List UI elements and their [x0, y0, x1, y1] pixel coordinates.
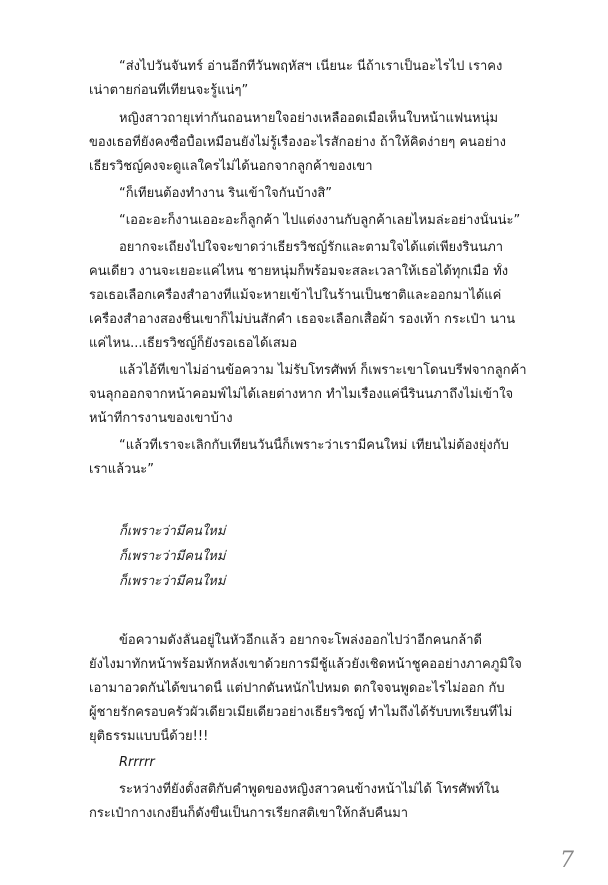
text-line: เธียรวิชญ์คงจะดูแลใครไม่ได้นอกจากลูกค้าของเขา	[89, 159, 373, 174]
text-line: รอเธอเลือกเครื่องสำอางที่แม้จะหายเข้าไปในร้านเป็นชาติและออกมาได้แค่	[89, 288, 502, 303]
text-line: เน่าตายก่อนที่เทียนจะรู้แน่ๆ”	[89, 83, 249, 98]
text-line: ของเธอที่ยังคงซื่อบื้อเหมือนยังไม่รู้เรื่องอะไรสักอย่าง ถ้าให้คิดง่ายๆ คนอย่าง	[89, 135, 506, 150]
text-line: จนลุกออกจากหน้าคอมพ์ไม่ได้เลยต่างหาก ทำไมเรื่องแค่นี้รินนภาถึงไม่เข้าใจ	[89, 387, 514, 402]
italic-text-line: ก็เพราะว่ามีคนใหม่	[119, 574, 226, 589]
text-line: แล้วไอ้ที่เขาไม่อ่านข้อความ ไม่รับโทรศัพท์ ก็เพราะเขาโดนบรีฟจากลูกค้า	[119, 363, 527, 378]
text-line: เราแล้วนะ”	[89, 462, 154, 477]
text-line: คนเดียว งานจะเยอะแค่ไหน ชายหนุ่มก็พร้อมจะสละเวลาให้เธอได้ทุกเมื่อ ทั้ง	[89, 264, 509, 279]
text-line: “ส่งไปวันจันทร์ อ่านอีกทีวันพฤหัสฯ เนี่ยนะ นี่ถ้าเราเป็นอะไรไป เราคง	[119, 59, 503, 74]
text-line: “ก็เทียนต้องทำงาน รินเข้าใจกันบ้างสิ”	[119, 186, 333, 201]
text-line: แค่ไหน...เธียรวิชญ์ก็ยังรอเธอได้เสมอ	[89, 336, 298, 351]
text-line: ยังไงมาทักหน้าพร้อมหักหลังเขาด้วยการมีชู้แล้วยังเชิดหน้าชูคออย่างภาคภูมิใจ	[89, 657, 522, 672]
text-line: ยุติธรรมแบบนี้ด้วย!!!	[89, 729, 209, 744]
text-line: “แล้วที่เราจะเลิกกับเทียนวันนี้ก็เพราะว่าเรามีคนใหม่ เทียนไม่ต้องยุ่งกับ	[119, 438, 509, 453]
page-number: 7	[560, 848, 574, 873]
text-line: “เออะอะก็งานเออะอะก็ลูกค้า ไปแต่งงานกับลูกค้าเลยไหมล่ะอย่างนั้นน่ะ”	[119, 213, 521, 228]
text-line: เอามาอวดกันได้ขนาดนี้ แต่ปากดันหนักไปหมด ตกใจจนพูดอะไรไม่ออก กับ	[89, 681, 505, 696]
italic-text-line: ก็เพราะว่ามีคนใหม่	[119, 524, 226, 539]
text-line: ข้อความดังลั่นอยู่ในหัวอีกแล้ว อยากจะโพล่งออกไปว่าอีกคนกล้าดี	[119, 633, 482, 648]
italic-text-line: Rrrrrr	[119, 755, 155, 770]
italic-text-line: ก็เพราะว่ามีคนใหม่	[119, 549, 226, 564]
text-line: หญิงสาวถายุเท่ากันถอนหายใจอย่างเหลืออดเมื่อเห็นใบหน้าแฟนหนุ่ม	[119, 111, 499, 126]
text-line: ผู้ชายรักครอบครัวผัวเดียวเมียเดียวอย่างเธียรวิชญ์ ทำไมถึงได้รับบทเรียนที่ไม่	[89, 705, 513, 720]
text-line: หน้าที่การงานของเขาบ้าง	[89, 411, 233, 426]
text-line: อยากจะเถียงไปใจจะขาดว่าเธียรวิชญ์รักและตามใจได้แต่เพียงรินนภา	[119, 240, 504, 255]
text-line: กระเป๋ากางเกงยีนก็ดังขึ้นเป็นการเรียกสติเขาให้กลับคืนมา	[89, 806, 409, 821]
text-line: ระหว่างที่ยังตั้งสติกับคำพูดของหญิงสาวคนข้างหน้าไม่ได้ โทรศัพท์ใน	[119, 782, 500, 797]
text-line: เครื่องสำอางสองชิ้นเขาก็ไม่บ่นสักคำ เธอจะเลือกเสื้อผ้า รองเท้า กระเป๋า นาน	[89, 312, 516, 327]
